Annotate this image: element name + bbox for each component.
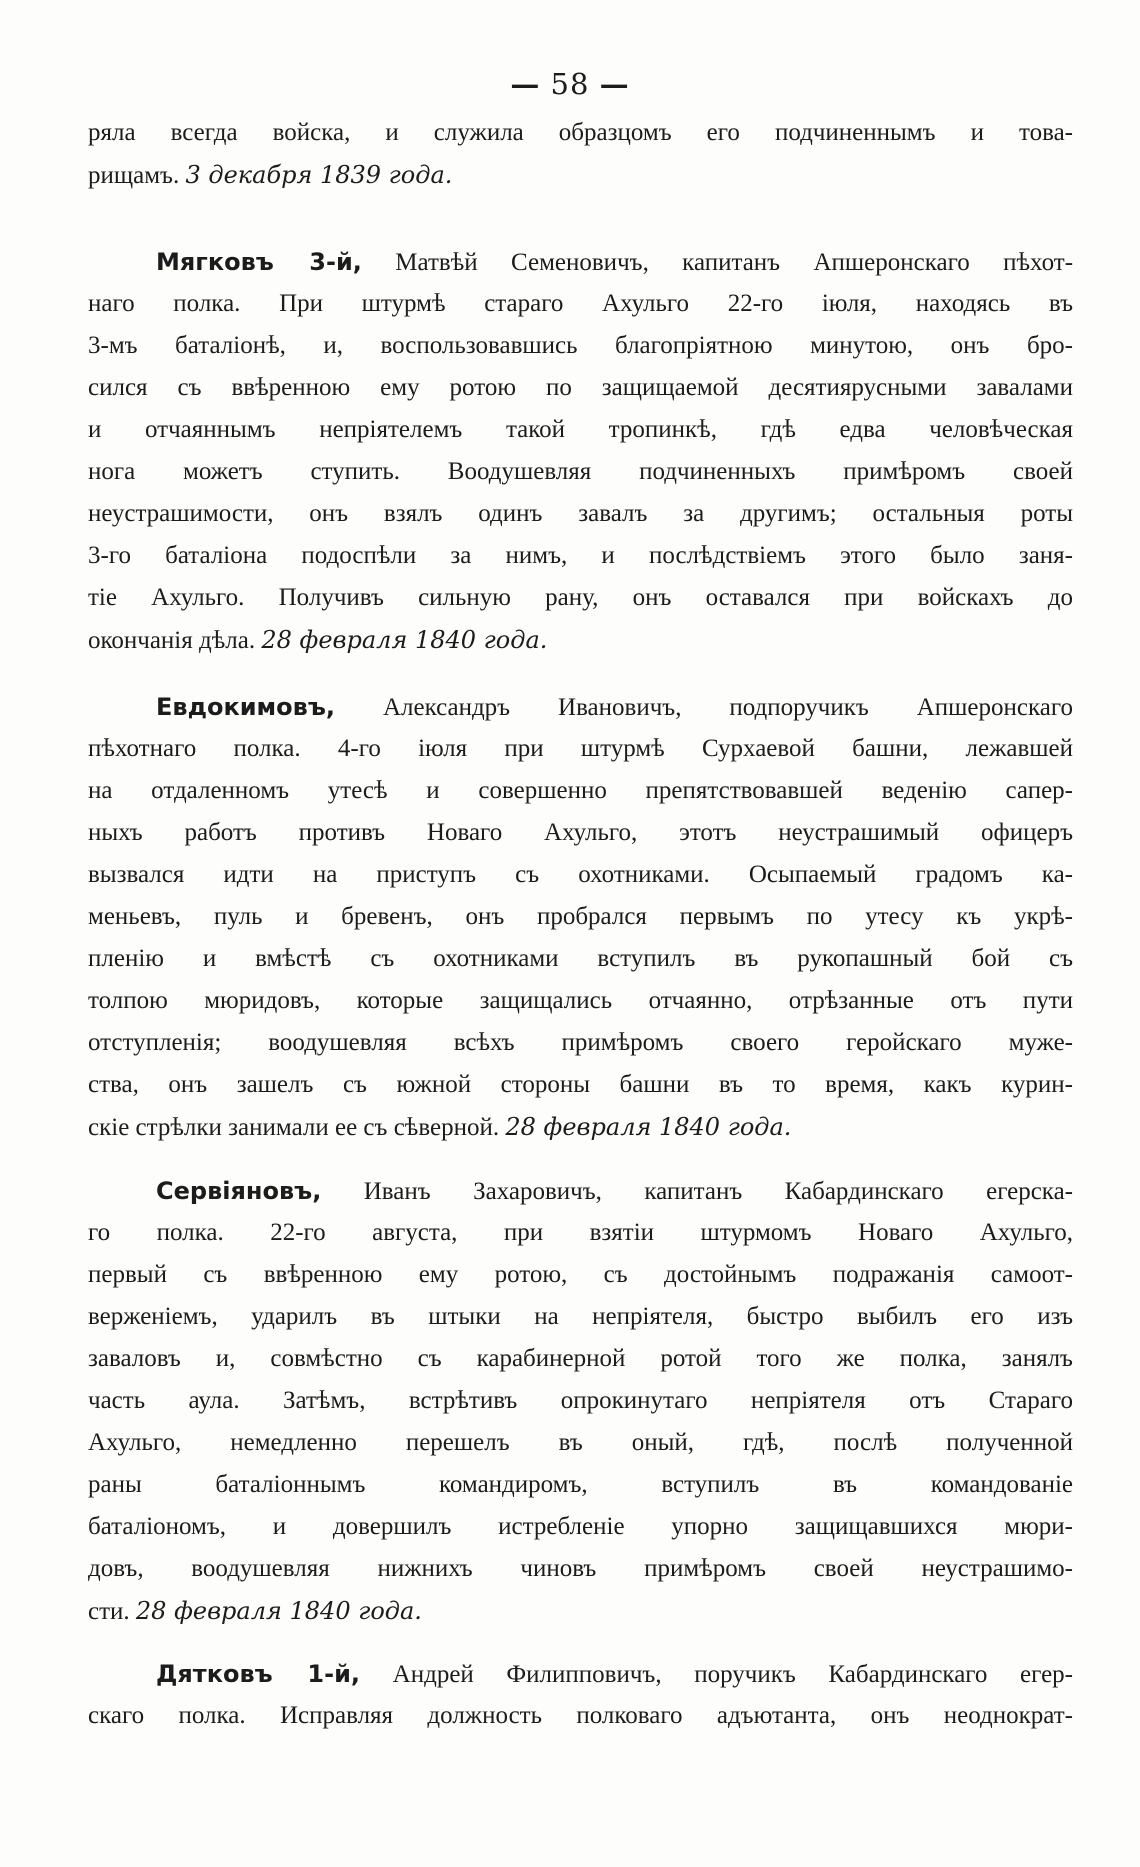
entry-evdokimov [88, 686, 1073, 1148]
paragraph-line: нога можетъ ступить. Воодушевляя подчиненныхъ примѣромъ своей [88, 458, 1073, 485]
paragraph-line: пѣхотнаго полка. 4-го іюля при штурмѣ Сурхаевой башни, лежавшей [88, 735, 1073, 762]
paragraph-line: часть аула. Затѣмъ, встрѣтивъ опрокинутаго непріятеля отъ Стараго [88, 1387, 1073, 1414]
page-number-dash-right: — [599, 67, 630, 101]
entry-first-line [88, 686, 1073, 728]
paragraph-line: ряла всегда войска, и служила образцомъ его подчиненнымъ и това- [88, 119, 1073, 146]
person-name: Сервіяновъ, [156, 1177, 322, 1205]
paragraph-line: 3-го баталіона подоспѣли за нимъ, и послѣдствіемъ этого было заня- [88, 542, 1073, 569]
entry-serviyanov [88, 1170, 1073, 1632]
person-name: Мягковъ 3-й, [156, 248, 362, 276]
paragraph-line: первый съ ввѣренною ему ротою, съ достойнымъ подражанія самоот- [88, 1261, 1073, 1288]
paragraph-line: скаго полка. Исправляя должность полковаго адъютанта, онъ неоднократ- [88, 1702, 1073, 1729]
person-name: Дятковъ 1-й, [156, 1660, 361, 1688]
paragraph-line: баталіономъ, и довершилъ истребленіе упорно защищавшихся мюри- [88, 1513, 1073, 1540]
page-number [0, 66, 1140, 102]
paragraph-line: и отчаяннымъ непріятелемъ такой тропинкѣ, гдѣ едва человѣческая [88, 416, 1073, 443]
paragraph-line: отступленія; воодушевляя всѣхъ примѣромъ своего геройскаго муже- [88, 1029, 1073, 1056]
paragraph-line-text: окончанія дѣла. [88, 627, 256, 654]
paragraph-last-line [88, 1590, 1073, 1632]
page-number-value: 58 [550, 67, 590, 101]
entry-first-line-text: Александръ Ивановичъ, подпоручикъ Апшеронскаго [382, 694, 1073, 721]
award-date: 28 февраля 1840 года. [261, 626, 548, 654]
paragraph-line: раны баталіоннымъ командиромъ, вступилъ въ командованіе [88, 1471, 1073, 1498]
paragraph-last-line [88, 154, 1073, 196]
entry-dyatkov [88, 1653, 1073, 1737]
paragraph-line-text: рищамъ. [88, 162, 180, 189]
award-date: 28 февраля 1840 года. [505, 1113, 792, 1141]
continuation-paragraph [88, 112, 1073, 196]
paragraph-line: верженіемъ, ударилъ въ штыки на непріятеля, быстро выбилъ его изъ [88, 1303, 1073, 1330]
entry-myagkov [88, 241, 1073, 661]
page-number-dash-left: — [510, 67, 541, 101]
paragraph-line-text: скіе стрѣлки занимали ее съ сѣверной. [88, 1114, 500, 1141]
paragraph-line: наго полка. При штурмѣ стараго Ахульго 22-го іюля, находясь въ [88, 290, 1073, 317]
paragraph-line: заваловъ и, совмѣстно съ карабинерной ротой того же полка, занялъ [88, 1345, 1073, 1372]
award-date: 28 февраля 1840 года. [135, 1597, 422, 1625]
paragraph-line: пленію и вмѣстѣ съ охотниками вступилъ въ рукопашный бой съ [88, 945, 1073, 972]
paragraph-line: неустрашимости, онъ взялъ одинъ завалъ за другимъ; остальныя роты [88, 500, 1073, 527]
paragraph-line: толпою мюридовъ, которые защищались отчаянно, отрѣзанные отъ пути [88, 987, 1073, 1014]
paragraph-line: довъ, воодушевляя нижнихъ чиновъ примѣромъ своей неустрашимо- [88, 1555, 1073, 1582]
paragraph-last-line [88, 619, 1073, 661]
entry-first-line-text: Иванъ Захаровичъ, капитанъ Кабардинскаго егерска- [363, 1178, 1073, 1205]
paragraph-line: го полка. 22-го августа, при взятіи штурмомъ Новаго Ахульго, [88, 1219, 1073, 1246]
paragraph-line: на отдаленномъ утесѣ и совершенно препятствовавшей веденію сапер- [88, 777, 1073, 804]
paragraph-line: ныхъ работъ противъ Новаго Ахульго, этотъ неустрашимый офицеръ [88, 819, 1073, 846]
paragraph-line: 3-мъ баталіонѣ, и, воспользовавшись благопріятною минутою, онъ бро- [88, 332, 1073, 359]
paragraph-line: сился съ ввѣренною ему ротою по защищаемой десятиярусными завалами [88, 374, 1073, 401]
paragraph-line: меньевъ, пуль и бревенъ, онъ пробрался первымъ по утесу къ укрѣ- [88, 903, 1073, 930]
paragraph-last-line [88, 1106, 1073, 1148]
person-name: Евдокимовъ, [156, 693, 336, 721]
award-date: 3 декабря 1839 года. [185, 161, 453, 189]
entry-first-line-text: Матвѣй Семеновичъ, капитанъ Апшеронскаго пѣхот- [395, 249, 1073, 276]
paragraph-line: тіе Ахульго. Получивъ сильную рану, онъ оставался при войскахъ до [88, 584, 1073, 611]
entry-first-line-text: Андрей Филипповичъ, поручикъ Кабардинскаго егер- [392, 1661, 1073, 1688]
paragraph-line: вызвался идти на приступъ съ охотниками. Осыпаемый градомъ ка- [88, 861, 1073, 888]
entry-first-line [88, 241, 1073, 283]
paragraph-line: Ахульго, немедленно перешелъ въ оный, гдѣ, послѣ полученной [88, 1429, 1073, 1456]
entry-first-line [88, 1170, 1073, 1212]
entry-first-line [88, 1653, 1073, 1695]
paragraph-line-text: сти. [88, 1598, 130, 1625]
paragraph-line: ства, онъ зашелъ съ южной стороны башни въ то время, какъ курин- [88, 1071, 1073, 1098]
